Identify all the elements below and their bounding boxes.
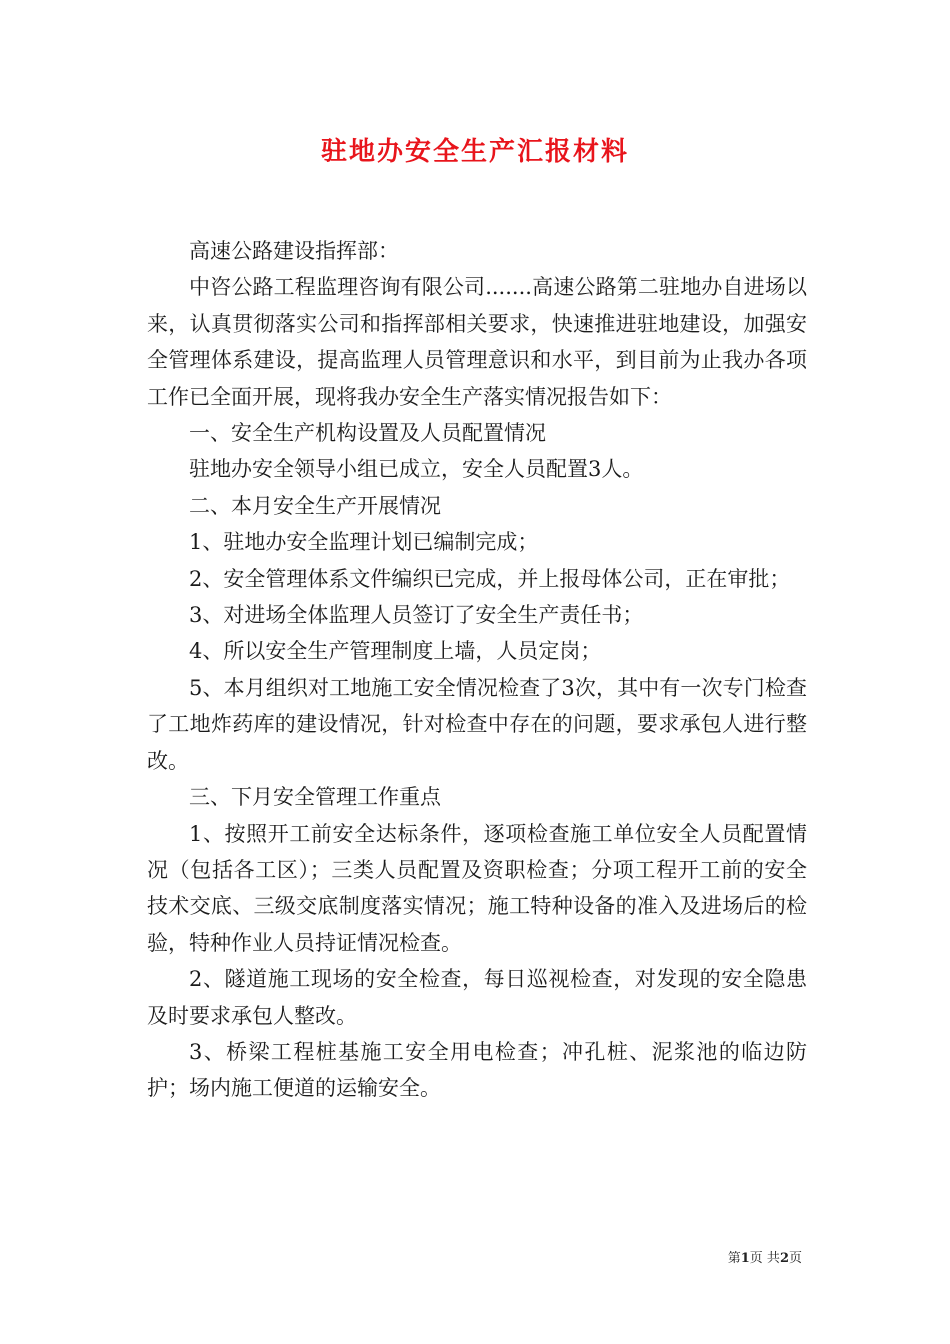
list-item: 3、桥梁工程桩基施工安全用电检查；冲孔桩、泥浆池的临边防护；场内施工便道的运输安全。 <box>147 1039 807 1101</box>
paragraph: 驻地办安全领导小组已成立，安全人员配置3人。 <box>189 457 644 482</box>
list-item: 2、隧道施工现场的安全检查，每日巡视检查，对发现的安全隐患及时要求承包人整改。 <box>147 967 807 1028</box>
list-item: 3、对进场全体监理人员签订了安全生产责任书； <box>189 603 644 628</box>
footer-prefix: 第 <box>727 1251 741 1266</box>
section-heading-2: 二、本月安全生产开展情况 <box>189 493 441 518</box>
page-footer <box>0 1250 802 1268</box>
document-title: 驻地办安全生产汇报材料 <box>320 137 629 167</box>
list-item: 1、按照开工前安全达标条件，逐项检查施工单位安全人员配置情况（包括各工区）；三类人员配置及资职检查；分项工程开工前的安全技术交底、三级交底制度落实情况；施工特种设备的准入及进场后的检验，特种作业人员持证情况检查。 <box>147 821 807 955</box>
list-item: 1、驻地办安全监理计划已编制完成； <box>189 530 539 555</box>
addressee: 高速公路建设指挥部： <box>189 239 399 263</box>
footer-suffix: 页 <box>788 1251 802 1266</box>
list-item: 4、所以安全生产管理制度上墙，人员定岗； <box>189 639 602 664</box>
section-heading-3: 三、下月安全管理工作重点 <box>189 785 441 810</box>
intro-paragraph: 中咨公路工程监理咨询有限公司.......高速公路第二驻地办自进场以来，认真贯彻落实公司和指挥部相关要求，快速推进驻地建设，加强安全管理体系建设，提高监理人员管理意识和水平，到目前为止我办各项工作已全面开展，现将我办安全生产落实情况报告如下： <box>147 275 807 409</box>
footer-current-page: 1 <box>740 1251 750 1266</box>
list-item: 2、安全管理体系文件编织已完成，并上报母体公司，正在审批； <box>189 566 791 591</box>
footer-middle: 页 共 <box>749 1251 780 1266</box>
footer-total-pages: 2 <box>779 1251 789 1266</box>
section-heading-1: 一、安全生产机构设置及人员配置情况 <box>189 421 546 446</box>
list-item: 5、本月组织对工地施工安全情况检查了3次，其中有一次专门检查了工地炸药库的建设情况，针对检查中存在的问题，要求承包人进行整改。 <box>147 675 807 773</box>
document-body <box>147 233 807 1107</box>
